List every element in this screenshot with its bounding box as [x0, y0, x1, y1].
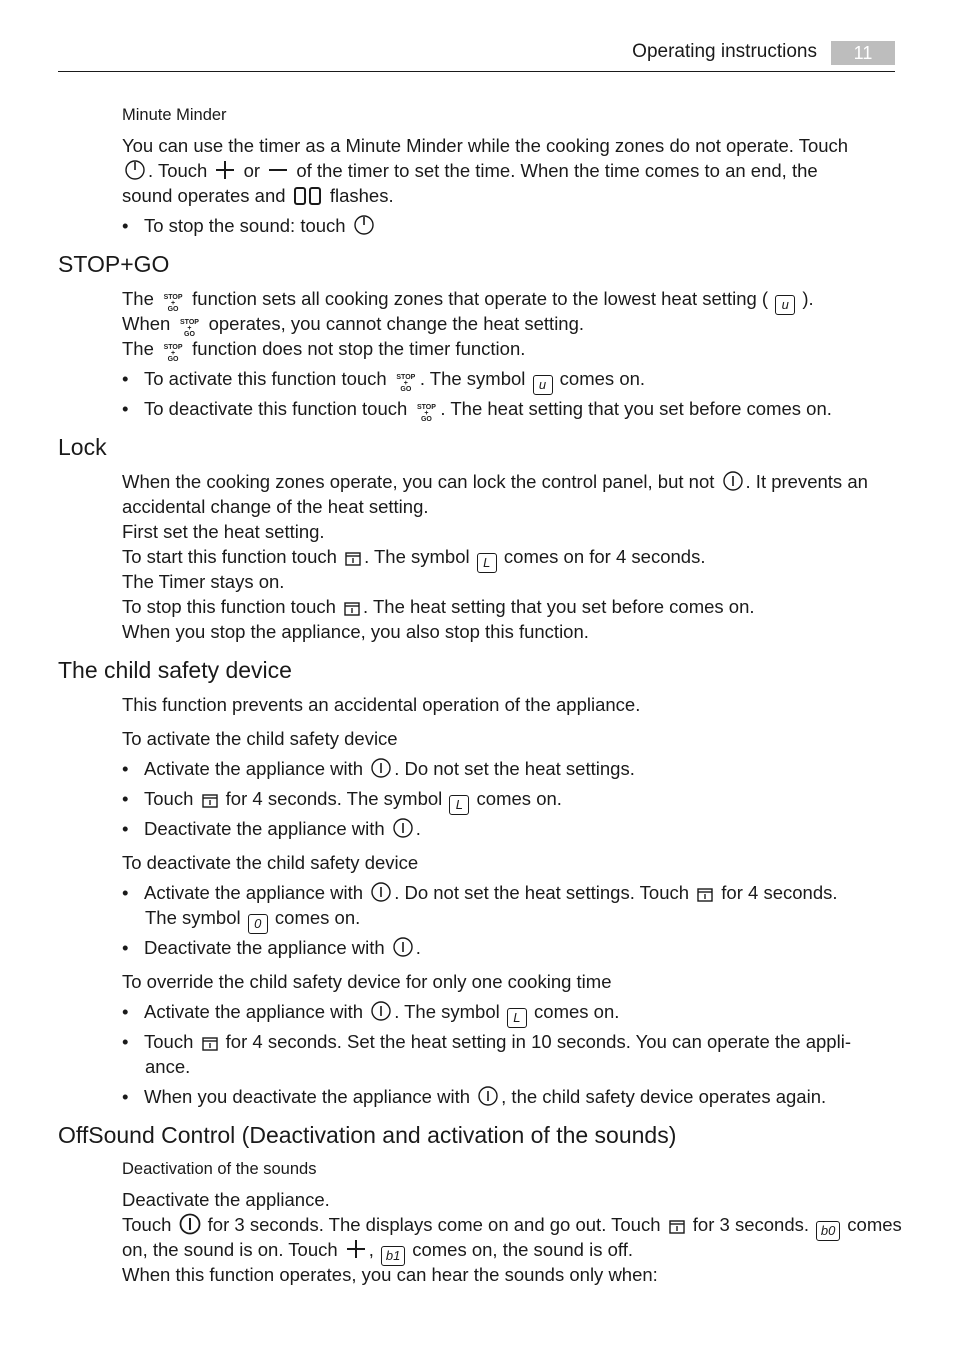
sound-on-symbol: b0 [816, 1221, 840, 1241]
activate-subtitle: To activate the child safety device [122, 728, 398, 749]
power-icon [179, 1213, 201, 1235]
lock-key-icon [696, 883, 714, 903]
lock-symbol: L [477, 553, 497, 573]
stopgo-bullet-activate: • To activate this function touch STOP + GO . The symbol u comes on. [122, 368, 646, 393]
offsound-line3: on, the sound is on. Touch , b1 comes on, the sound is off. [122, 1237, 633, 1266]
lock-line4: To start this function touch . The symbol L comes on for 4 seconds. [122, 544, 705, 573]
deactivate-bullet-1-cont: The symbol 0 comes on. [122, 905, 360, 934]
offsound-line1: Deactivate the appliance. [122, 1189, 330, 1210]
zero-symbol: 0 [248, 914, 268, 934]
override-subtitle: To override the child safety device for only one cooking time [122, 971, 612, 992]
offsound-heading: OffSound Control (Deactivation and activation of the sounds) [58, 1122, 677, 1148]
override-bullet-3: • When you deactivate the appliance with , the child safety device operates again. [122, 1086, 827, 1107]
timer-icon [353, 214, 375, 236]
offsound-line2: Touch for 3 seconds. The displays come on and go out. Touch for 3 seconds. b0 comes [122, 1212, 902, 1241]
stopgo-line1: The STOP + GO function sets all cooking zones that operate to the lowest heat setting ( u ). [122, 288, 814, 313]
child-safety-intro: This function prevents an accidental operation of the appliance. [122, 694, 641, 715]
lowest-heat-symbol: u [533, 375, 553, 395]
lowest-heat-symbol: u [775, 295, 795, 315]
power-icon [392, 817, 414, 839]
lock-key-icon [201, 1032, 219, 1052]
stop-go-icon: STOP + GO [396, 374, 416, 393]
stopgo-heading: STOP+GO [58, 251, 170, 277]
override-bullet-1: • Activate the appliance with . The symbol L comes on. [122, 999, 619, 1028]
timer-icon [124, 159, 146, 181]
lock-line2: accidental change of the heat setting. [122, 496, 429, 517]
deactivate-subtitle: To deactivate the child safety device [122, 852, 419, 873]
page-header [58, 40, 895, 72]
power-icon [370, 757, 392, 779]
stop-go-icon: STOP + GO [180, 319, 199, 338]
minus-icon [267, 159, 289, 181]
power-icon [392, 936, 414, 958]
lock-line5: The Timer stays on. [122, 571, 285, 592]
child-safety-heading: The child safety device [58, 657, 292, 683]
lock-key-icon [201, 789, 219, 809]
deactivate-bullet-1: • Activate the appliance with . Do not set the heat settings. Touch for 4 seconds. [122, 882, 838, 903]
minute-minder-para-line2: . Touch or of the timer to set the time. When the time comes to an end, the [122, 158, 818, 183]
stopgo-bullet-deactivate: • To deactivate this function touch STOP + GO . The heat setting that you set before comes on. [122, 398, 832, 423]
stopgo-line3: The STOP + GO function does not stop the timer function. [122, 338, 526, 363]
lock-line1: When the cooking zones operate, you can lock the control panel, but not . It prevents an [122, 471, 868, 492]
offsound-subheading: Deactivation of the sounds [122, 1160, 317, 1178]
power-icon [370, 881, 392, 903]
stop-go-icon: STOP + GO [416, 404, 436, 423]
lock-key-icon [343, 597, 361, 617]
power-icon [722, 470, 744, 492]
lock-heading: Lock [58, 434, 107, 460]
page-number: 11 [831, 41, 895, 65]
display-00-icon [293, 186, 323, 206]
lock-symbol: L [507, 1008, 527, 1028]
override-bullet-2-cont: ance. [145, 1056, 191, 1077]
activate-bullet-3: • Deactivate the appliance with . [122, 818, 421, 839]
minute-minder-para-line3: sound operates and flashes. [122, 185, 394, 206]
lock-key-icon [344, 547, 362, 567]
stop-go-icon: STOP + GO [163, 344, 183, 363]
deactivate-bullet-2: • Deactivate the appliance with . [122, 937, 421, 958]
plus-icon [214, 159, 236, 181]
lock-line7: When you stop the appliance, you also stop this function. [122, 621, 589, 642]
minute-minder-bullet: • To stop the sound: touch [122, 213, 377, 238]
stopgo-line2: When STOP + GO operates, you cannot change the heat setting. [122, 313, 585, 338]
activate-bullet-1: • Activate the appliance with . Do not set the heat settings. [122, 758, 635, 779]
lock-line6: To stop this function touch . The heat setting that you set before comes on. [122, 596, 755, 617]
minute-minder-para-line1: You can use the timer as a Minute Minder while the cooking zones do not operate. Touch [122, 135, 849, 156]
sound-off-symbol: b1 [381, 1246, 405, 1266]
power-icon [477, 1085, 499, 1107]
stop-go-icon: STOP + GO [163, 294, 183, 313]
minute-minder-subheading: Minute Minder [122, 106, 227, 124]
power-icon [370, 1000, 392, 1022]
header-title: Operating instructions [632, 41, 817, 62]
offsound-line4: When this function operates, you can hear the sounds only when: [122, 1264, 658, 1285]
override-bullet-2: • Touch for 4 seconds. Set the heat setting in 10 seconds. You can operate the appli- [122, 1031, 851, 1052]
lock-line3: First set the heat setting. [122, 521, 325, 542]
lock-key-icon [668, 1215, 686, 1235]
activate-bullet-2: • Touch for 4 seconds. The symbol L comes on. [122, 786, 562, 815]
lock-symbol: L [449, 795, 469, 815]
plus-icon [345, 1238, 367, 1260]
